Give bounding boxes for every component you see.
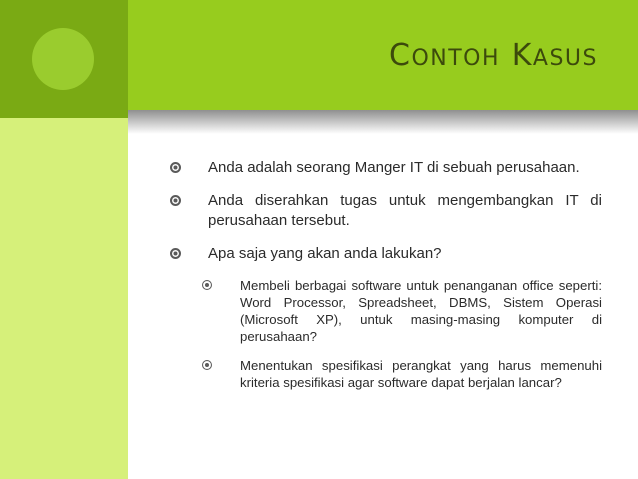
title-word1-initial: C	[389, 38, 412, 73]
sub-bullet-text: Membeli berbagai software untuk penanganan office seperti: Word Processor, Spreadsheet, DBMS, Sistem Operasi (Microsoft XP), untuk masing-masing komputer di perusahaan?	[240, 278, 602, 344]
sub-bullet-item	[128, 277, 602, 345]
sub-bullet-text: Menentukan spesifikasi perangkat yang harus memenuhi kriteria spesifikasi agar software dapat berjalan lancar?	[240, 358, 602, 390]
bullet-text: Anda adalah seorang Manger IT di sebuah perusahaan.	[208, 159, 580, 176]
sub-bullet-ring-icon	[202, 280, 212, 290]
slide-title	[389, 38, 598, 71]
slide-content	[128, 158, 602, 403]
decorative-circle	[32, 28, 94, 90]
title-word2-rest: ASUS	[532, 46, 598, 71]
title-word1-rest: ONTOH	[411, 46, 501, 71]
bullet-ring-icon	[170, 248, 181, 259]
bullet-ring-icon	[170, 195, 181, 206]
sub-bullet-item	[128, 357, 602, 391]
header-shadow	[128, 110, 638, 134]
bullet-text: Anda diserahkan tugas untuk mengembangkan IT di perusahaan tersebut.	[208, 192, 602, 229]
bullet-item	[128, 191, 602, 231]
bullet-text: Apa saja yang akan anda lakukan?	[208, 245, 442, 262]
left-accent-light	[0, 118, 128, 479]
sub-bullet-ring-icon	[202, 360, 212, 370]
bullet-ring-icon	[170, 162, 181, 173]
title-word2-initial: K	[511, 38, 533, 73]
bullet-item	[128, 244, 602, 264]
header-bar	[128, 0, 638, 110]
bullet-item	[128, 158, 602, 178]
